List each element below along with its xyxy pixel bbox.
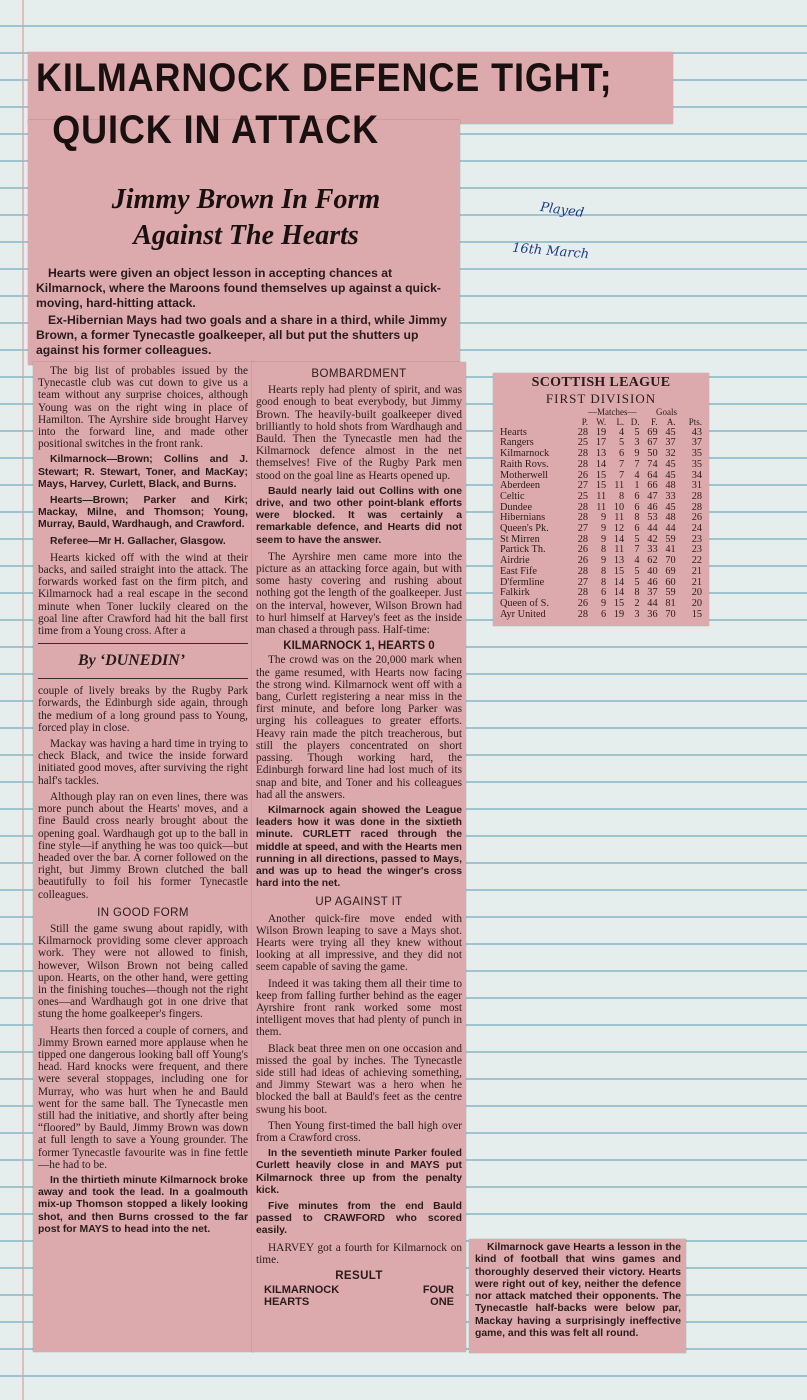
column-1 (38, 365, 248, 1345)
column-1-top (38, 365, 248, 637)
league-cell: 66 (647, 480, 658, 492)
league-cell: 41 (665, 544, 676, 556)
paragraph: Hearts then forced a couple of corners, and Jimmy Brown earned more applause when he tipped one dangerous looking ball off Young's head. Hard knocks were frequent, and there were several stoppages, including one for Murray, who was hurt when he and Bauld went for the same ball. The Tynecastle men still had the initiative, and shortly after being “floored” by Bauld, Jimmy Brown was down at full length to save a Young grounder. The former Tynecastle favourite was in fine fettle—he had to be. (38, 1024, 248, 1171)
paragraph-goal: In the thirtieth minute Kilmarnock broke away and took the lead. In a goalmouth mix-up Thomson stopped a likely looking shot, and then Burns crossed to the far post for MAYS to head into the net. (38, 1174, 248, 1235)
league-standings (496, 417, 706, 620)
league-group-headers (496, 407, 706, 417)
league-table (496, 375, 706, 620)
league-cell: 69 (665, 565, 676, 577)
league-cell: 44 (665, 523, 676, 535)
column-1-bottom (38, 685, 248, 1236)
league-cell: 3 (634, 608, 640, 620)
league-cell: 60 (665, 576, 676, 588)
subheading-up-against-it: UP AGAINST IT (315, 896, 403, 909)
paragraph: Then Young first-timed the ball high over from a Crawford cross. (256, 1119, 462, 1144)
handwritten-note-date: 16th March (511, 240, 590, 263)
paragraph: Indeed it was taking them all their time to keep from falling further behind as the eager Ayrshire front rank worked some most intelligent moves that had plenty of punch in them. (256, 977, 462, 1039)
paragraph-bold: In the seventieth minute Parker fouled Curlett heavily close in and MAYS put Kilmarnock three up from the penalty kick. (256, 1148, 462, 1196)
paragraph: HARVEY got a fourth for Kilmarnock on time. (256, 1241, 462, 1266)
league-cell: 8 (600, 544, 607, 556)
intro (36, 266, 456, 360)
league-title: SCOTTISH LEAGUE (531, 375, 671, 390)
byline: By ‘DUNEDIN’ (78, 652, 186, 670)
league-cell: 11 (596, 501, 607, 513)
league-cell: 47 (647, 490, 658, 502)
league-cell: 5 (634, 533, 640, 545)
league-cell: 11 (614, 544, 625, 556)
league-cell: 9 (634, 448, 640, 460)
league-cell: 40 (647, 565, 658, 577)
league-cell: 26 (577, 544, 589, 556)
league-cell: 37 (691, 437, 702, 449)
league-cell: 34 (691, 469, 702, 481)
league-cell: 45 (665, 469, 676, 481)
deck (36, 182, 456, 254)
result-score: FOUR (422, 1284, 454, 1297)
league-cell: 15 (595, 480, 607, 492)
intro-paragraph: Ex-Hibernian Mays had two goals and a share in a third, while Jimmy Brown, a former Tynecastle goalkeeper, all but put the shutters up against his former colleagues. (36, 313, 447, 357)
headline-line-1: KILMARNOCK DEFENCE TIGHT; (36, 56, 613, 100)
league-cell: 26 (577, 555, 589, 567)
league-cell: 23 (691, 544, 702, 556)
league-cell: 9 (600, 512, 607, 524)
league-cell: 5 (619, 437, 625, 449)
league-cell: 26 (691, 512, 702, 524)
paragraph: Still the game swung about rapidly, with Kilmarnock providing some clever approach work. They were not allowed to finish, however, Wilson Brown not being called upon. Hearts, on the other hand, were getting in the finishing touches—though not the right ones—and Wardhaugh got in one drive that stung the home goalkeeper's fingers. (38, 922, 248, 1021)
kilmarnock-lineup: Kilmarnock—Brown; Collins and J. Stewart; R. Stewart, Toner, and MacKay; Mays, Harvey, Curlett, Black, and Burns. (38, 454, 248, 490)
result-row (256, 1284, 462, 1296)
league-cell: 8 (634, 512, 640, 524)
league-cell: 1 (634, 480, 640, 492)
league-team: Queen of S. (500, 597, 549, 609)
league-team: Kilmarnock (500, 448, 550, 460)
side-note: Kilmarnock gave Hearts a lesson in the kind of football that wins games and thoroughly deserved their victory. Hearts were right out of key, neither the defence nor attack matched their opponents. The Tynecastle half-backs were below par, Mackay having a surprisingly ineffective game, and this was felt all round. (475, 1242, 681, 1340)
league-cell: 31 (691, 480, 702, 492)
league-cell: 28 (577, 587, 589, 599)
col-header: A. (666, 417, 676, 427)
paragraph: The crowd was on the 20,000 mark when the game resumed, with Hearts now facing the strong wind. Kilmarnock went off with a bang, Curlett registering a near miss in the first minute, and before long Parker was urging his colleagues to greater efforts. Heavy rain made the pitch treacherous, but still the players concentrated on short passing. Though working hard, the Edinburgh forward line had lost much of its snap and bite, and Toner and his colleagues had all the answers. (256, 654, 462, 801)
league-cell: 7 (619, 458, 625, 470)
league-team: Partick Th. (500, 544, 546, 556)
league-cell: 6 (600, 587, 607, 599)
league-division: FIRST DIVISION (545, 391, 657, 406)
league-cell: 28 (577, 448, 589, 460)
column-2-body (256, 368, 462, 1309)
league-body (496, 428, 706, 621)
league-cell: 45 (665, 501, 676, 513)
league-cell: 28 (577, 501, 589, 513)
league-cell: 8 (600, 565, 607, 577)
league-cell: 67 (647, 437, 658, 449)
league-team: Celtic (500, 490, 525, 502)
league-cell: 27 (577, 576, 589, 588)
league-cell: 6 (619, 448, 625, 460)
result-heading: RESULT (335, 1270, 383, 1283)
league-cell: 64 (647, 469, 658, 481)
league-cell: 32 (665, 448, 676, 460)
league-cell: 48 (665, 512, 676, 524)
col-header: P. (581, 417, 589, 427)
deck-line-1: Jimmy Brown In Form (111, 184, 381, 215)
paragraph: couple of lively breaks by the Rugby Park forwards, the Edinburgh side again, through the medium of a long ground pass to Young, forced play in close. (38, 685, 248, 734)
league-cell: 9 (600, 533, 607, 545)
league-cell: 46 (647, 501, 658, 513)
league-cell: 70 (665, 555, 676, 567)
subheading-bombardment: BOMBARDMENT (311, 368, 407, 380)
league-cell: 11 (614, 480, 625, 492)
paragraph: Hearts kicked off with the wind at their backs, and sailed straight into the attack. The forwards worked fast on the firm pitch, and Kilmarnock had a real escape in the second minute when Toner luckily cleared on the goal line after Crawford had hit the ball first time from a Young cross. After a (38, 551, 248, 638)
league-cell: 45 (665, 458, 676, 470)
league-cell: 15 (595, 469, 607, 481)
league-cell: 21 (691, 565, 702, 577)
paragraph: Black beat three men on one occasion and missed the goal by inches. The Tynecastle side still had ideas of achieving something, and Jimmy Stewart was a hero when he blocked the ball at Bauld's feet as the centre swung his boot. (256, 1042, 462, 1116)
divider (38, 643, 248, 644)
league-row (496, 567, 706, 578)
league-cell: 8 (634, 587, 640, 599)
league-cell: 26 (577, 597, 589, 609)
col-header: Pts. (688, 417, 702, 427)
deck-line-2: Against The Hearts (133, 220, 359, 251)
headline (36, 52, 736, 156)
league-row (496, 460, 706, 471)
column-2 (256, 366, 462, 1348)
league-cell: 7 (634, 458, 640, 470)
col-header: D. (630, 417, 640, 427)
league-cell: 4 (634, 469, 640, 481)
league-cell: 25 (577, 490, 589, 502)
league-cell: 27 (577, 480, 589, 492)
league-cell: 28 (577, 533, 589, 545)
league-team: Dundee (500, 501, 533, 513)
league-team: East Fife (500, 565, 537, 577)
league-cell: 35 (691, 458, 702, 470)
league-cell: 28 (577, 458, 589, 470)
paragraph: Although play ran on even lines, there was more punch about the Hearts' moves, and a fine Bauld cross nearly brought about the opening goal. Wardhaugh got up to the ball in fine style—if anything he was too quick—but headed over the bar. A corner followed on the right, but Jimmy Brown clutched the ball beautifully to foil his former Tynecastle colleagues. (38, 790, 248, 901)
paragraph-bold: Five minutes from the end Bauld passed to CRAWFORD who scored easily. (256, 1201, 462, 1237)
result-team: HEARTS (264, 1296, 310, 1309)
league-cell: 59 (665, 533, 676, 545)
league-cell: 43 (691, 426, 702, 438)
league-cell: 28 (577, 608, 589, 620)
league-cell: 44 (647, 523, 658, 535)
result-score: ONE (430, 1296, 454, 1309)
paragraph-bold: Kilmarnock again showed the League leaders how it was done in the sixtieth minute. CURLETT raced through the middle at speed, and with the Hearts men running in all directions, passed to Mays, and was up to head the winger's cross hard into the net. (256, 804, 462, 890)
subheading-in-good-form: IN GOOD FORM (97, 906, 189, 919)
league-cell: 33 (665, 490, 676, 502)
margin-line (22, 0, 24, 1400)
league-team: Falkirk (500, 587, 530, 599)
league-cell: 35 (691, 448, 702, 460)
league-cell: 14 (595, 458, 607, 470)
league-cell: 44 (647, 597, 658, 609)
league-cell: 14 (613, 533, 625, 545)
league-cell: 9 (600, 555, 607, 567)
col-header: W. (596, 417, 607, 427)
league-cell: 74 (647, 458, 658, 470)
league-cell: 27 (577, 523, 589, 535)
league-team: St Mirren (500, 533, 540, 545)
league-cell: 20 (691, 597, 702, 609)
league-cell: 22 (691, 555, 702, 567)
half-time-score: KILMARNOCK 1, HEARTS 0 (283, 640, 435, 653)
league-cell: 8 (619, 490, 625, 502)
league-cell: 28 (577, 565, 589, 577)
league-team: Raith Rovs. (500, 458, 549, 470)
league-cell: 20 (691, 587, 702, 599)
league-cell: 6 (634, 523, 640, 535)
league-cell: 6 (634, 501, 640, 513)
league-cell: 7 (634, 544, 640, 556)
result-team: KILMARNOCK (264, 1284, 340, 1297)
league-cell: 42 (647, 533, 658, 545)
league-team: Hibernians (500, 512, 546, 524)
league-cell: 33 (647, 544, 658, 556)
league-cell: 37 (647, 587, 658, 599)
group-matches: —Matches— (588, 407, 637, 417)
league-cell: 4 (619, 426, 625, 438)
divider (38, 678, 248, 679)
league-cell: 23 (691, 533, 702, 545)
league-cell: 13 (595, 448, 607, 460)
paragraph: Hearts reply had plenty of spirit, and was good enough to beat everybody, but Jimmy Brown. The heavily-built goalkeeper dived brilliantly to hold shots from Wardhaugh and Bauld. Then the Tynecastle men had the Kilmarnock defence almost in the net themselves! Five of the Rugby Park men stood on the goal line as Hearts opened up. (256, 384, 462, 482)
league-cell: 5 (634, 426, 640, 438)
league-cell: 7 (619, 469, 625, 481)
league-cell: 24 (691, 523, 702, 535)
league-cell: 6 (634, 490, 640, 502)
league-cell: 9 (600, 523, 607, 535)
league-cell: 12 (613, 523, 625, 535)
league-team: Hearts (500, 426, 527, 438)
intro-paragraph: Hearts were given an object lesson in accepting chances at Kilmarnock, where the Maroons found themselves up against a quick-moving, hard-hitting attack. (36, 266, 441, 310)
league-cell: 28 (691, 490, 702, 502)
league-cell: 17 (595, 437, 607, 449)
league-cell: 26 (577, 469, 589, 481)
league-cell: 11 (596, 490, 607, 502)
league-cell: 19 (613, 608, 625, 620)
league-cell: 5 (634, 576, 640, 588)
col-header: F. (651, 417, 658, 427)
group-goals: Goals (656, 407, 677, 417)
league-cell: 69 (647, 426, 658, 438)
league-cell: 5 (634, 565, 640, 577)
league-cell: 13 (613, 555, 625, 567)
league-cell: 62 (647, 555, 658, 567)
league-cell: 6 (600, 608, 607, 620)
paragraph: The big list of probables issued by the Tynecastle club was cut down to give us a team without any surprise choices, although Young was on the right wing in place of Hamilton. The Ayrshire side brought Harvey into the forward line, and made other positional switches in the front rank. (38, 365, 248, 451)
league-cell: 28 (691, 501, 702, 513)
league-row (496, 610, 706, 621)
league-team: Motherwell (500, 469, 549, 481)
league-cell: 70 (665, 608, 676, 620)
league-cell: 2 (634, 597, 640, 609)
league-cell: 15 (613, 597, 625, 609)
league-team: Rangers (500, 437, 534, 449)
league-cell: 4 (634, 555, 640, 567)
referee: Referee—Mr H. Gallacher, Glasgow. (50, 535, 226, 547)
league-team: Ayr United (500, 608, 546, 620)
league-cell: 50 (647, 448, 658, 460)
league-cell: 8 (600, 576, 607, 588)
league-cell: 15 (613, 565, 625, 577)
league-cell: 19 (595, 426, 607, 438)
paragraph: Mackay was having a hard time in trying to check Black, and twice the inside forward initiated good moves, after surviving the right half's tackles. (38, 738, 248, 787)
league-cell: 45 (665, 426, 676, 438)
league-cell: 9 (600, 597, 607, 609)
league-cell: 15 (691, 608, 702, 620)
col-header: L. (616, 417, 625, 427)
league-cell: 53 (647, 512, 658, 524)
league-cell: 14 (613, 576, 625, 588)
league-cell: 28 (577, 512, 589, 524)
paragraph-bold: Bauld nearly laid out Collins with one drive, and two other point-blank efforts were blocked. It was certainly a remarkable defence, and Hearts did not seem to have the answer. (256, 485, 462, 546)
league-team: D'fermline (500, 576, 545, 588)
league-cell: 21 (691, 576, 702, 588)
paragraph: The Ayrshire men came more into the picture as an attacking force again, but with some hasty covering and rushing about nothing got the length of the goalkeeper. Just on the interval, however, Wilson Brown had to hurl himself at Harvey's feet as the inside man chased a through pass. Half-time: (256, 550, 462, 637)
league-cell: 37 (665, 437, 676, 449)
league-cell: 46 (647, 576, 658, 588)
league-cell: 81 (665, 597, 676, 609)
league-cell: 10 (613, 501, 625, 513)
league-team: Airdrie (500, 555, 530, 567)
league-cell: 25 (577, 437, 589, 449)
paragraph: Another quick-fire move ended with Wilson Brown leaping to save a Mays shot. Hearts were trying all they knew without looking at all impressive, and they did not seem capable of saving the game. (256, 912, 462, 974)
league-cell: 28 (577, 426, 589, 438)
headline-line-2: QUICK IN ATTACK (52, 108, 379, 152)
league-team: Queen's Pk. (500, 523, 549, 535)
hearts-lineup: Hearts—Brown; Parker and Kirk; Mackay, Milne, and Thomson; Young, Murray, Bauld, Wardhaugh, and Crawford. (38, 495, 248, 531)
league-cell: 36 (647, 608, 658, 620)
result-row (256, 1296, 462, 1308)
league-team: Aberdeen (500, 480, 541, 492)
league-cell: 59 (665, 587, 676, 599)
league-cell: 48 (665, 480, 676, 492)
league-cell: 14 (613, 587, 625, 599)
league-cell: 3 (634, 437, 640, 449)
league-cell: 11 (614, 512, 625, 524)
handwritten-note-played: Played (539, 200, 585, 221)
